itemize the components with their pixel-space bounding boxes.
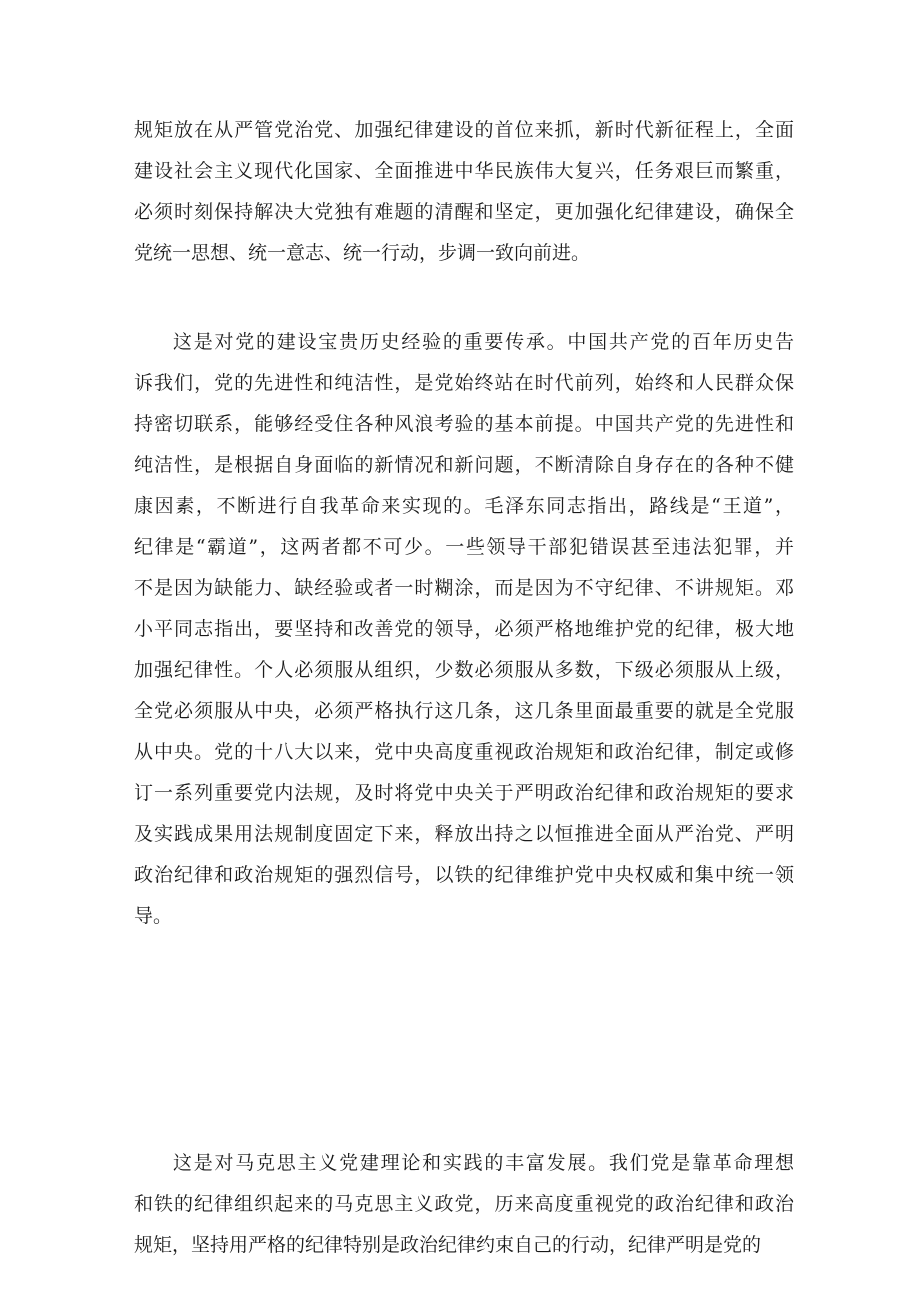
paragraph-3 [134,1143,794,1266]
text-line: 必须时刻保持解决大党独有难题的清醒和坚定，更加强化纪律建设，确保全 [134,201,794,223]
text-line: 持密切联系，能够经受住各种风浪考验的基本前提。中国共产党的先进性和 [134,413,794,435]
text-line: 建设社会主义现代化国家、全面推进中华民族伟大复兴，任务艰巨而繁重， [134,160,794,182]
text-line: 这是对马克思主义党建理论和实践的丰富发展。我们党是靠革命理想 [173,1152,794,1174]
text-line: 小平同志指出，要坚持和改善党的领导，必须严格地维护党的纪律，极大地 [134,618,794,640]
text-line: 和铁的纪律组织起来的马克思主义政党，历来高度重视党的政治纪律和政治 [134,1193,794,1215]
text-line: 纯洁性，是根据自身面临的新情况和新问题，不断清除自身存在的各种不健 [134,454,794,476]
text-line: 党统一思想、统一意志、统一行动，步调一致向前进。 [134,242,591,264]
text-line: 政治纪律和政治规矩的强烈信号，以铁的纪律维护党中央权威和集中统一领 [134,864,794,886]
text-line: 从中央。党的十八大以来，党中央高度重视政治规矩和政治纪律，制定或修 [134,741,794,763]
text-line: 及实践成果用法规制度固定下来，释放出持之以恒推进全面从严治党、严明 [134,823,794,845]
text-line: 纪律是“霸道”，这两者都不可少。一些领导干部犯错误甚至违法犯罪，并 [134,536,794,558]
text-line: 加强纪律性。个人必须服从组织，少数必须服从多数，下级必须服从上级， [134,659,794,681]
text-line: 诉我们，党的先进性和纯洁性，是党始终站在时代前列，始终和人民群众保 [134,372,794,394]
text-line: 不是因为缺能力、缺经验或者一时糊涂，而是因为不守纪律、不讲规矩。邓 [134,577,794,599]
text-line: 全党必须服从中央，必须严格执行这几条，这几条里面最重要的就是全党服 [134,700,794,722]
text-line: 规矩放在从严管党治党、加强纪律建设的首位来抓，新时代新征程上，全面 [134,119,794,141]
text-line: 导。 [134,905,173,927]
text-line: 订一系列重要党内法规，及时将党中央关于严明政治纪律和政治规矩的要求 [134,782,794,804]
text-line: 规矩，坚持用严格的纪律特别是政治纪律约束自己的行动，纪律严明是党的 [134,1234,762,1256]
text-line: 康因素，不断进行自我革命来实现的。毛泽东同志指出，路线是“王道”， [134,495,794,517]
paragraph-2 [134,322,794,937]
paragraph-1 [134,110,794,274]
text-line: 这是对党的建设宝贵历史经验的重要传承。中国共产党的百年历史告 [173,331,794,353]
